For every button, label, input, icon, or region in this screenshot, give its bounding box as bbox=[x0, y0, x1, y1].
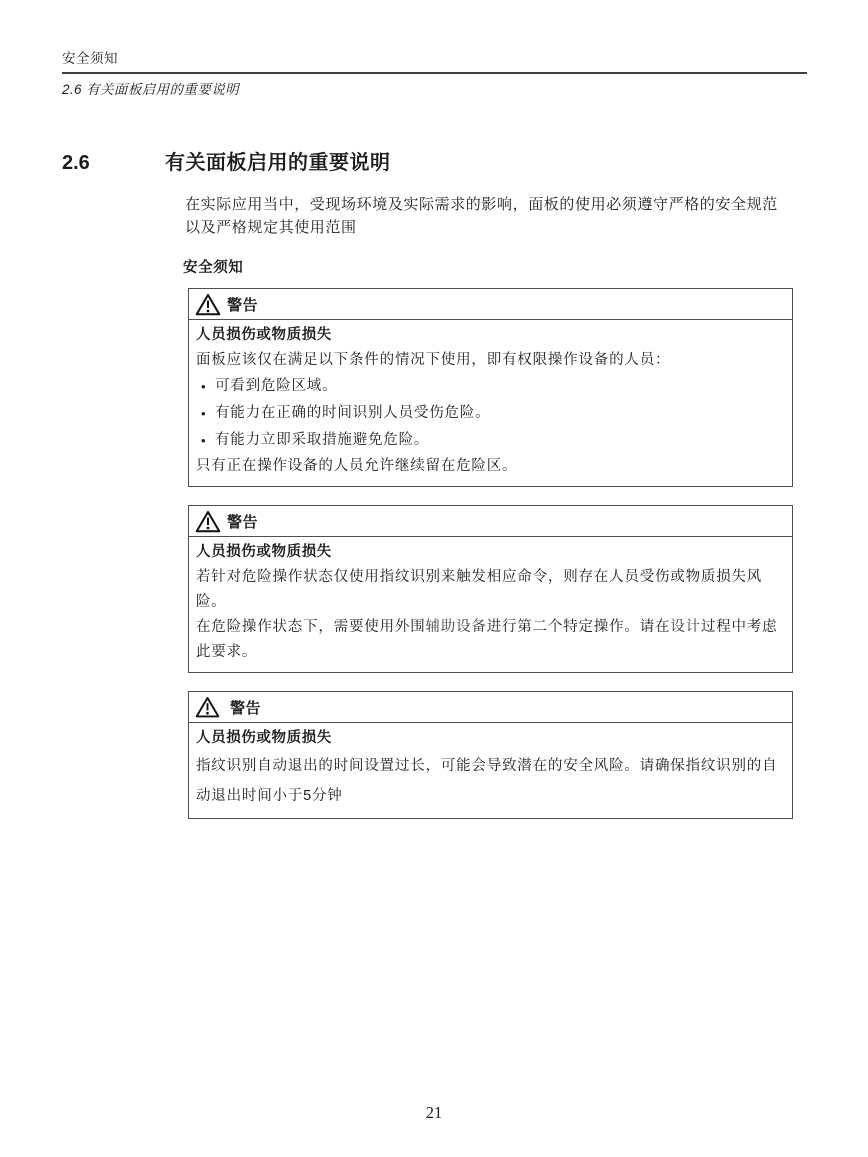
list-item-text: 有能力立即采取措施避免危险。 bbox=[215, 432, 430, 448]
text-segment: 在危险操作状态下，需要使用外围 bbox=[196, 619, 426, 635]
warning-triangle-icon bbox=[195, 293, 221, 317]
list-item-text: 有能力在正确的时间识别人员受伤危险。 bbox=[215, 405, 491, 421]
warning-box-2-body bbox=[189, 537, 792, 672]
breadcrumb: 2.6 有关面板启用的重要说明 bbox=[62, 82, 240, 97]
warning-box-2 bbox=[188, 505, 793, 673]
list-item bbox=[196, 373, 784, 400]
warning-bullet-list bbox=[196, 373, 784, 454]
warning-triangle-icon bbox=[195, 696, 220, 719]
warning-box-list bbox=[188, 288, 793, 819]
warning-triangle-icon bbox=[195, 510, 221, 534]
intro-line-2: 以及严格规定其使用范围 bbox=[185, 219, 357, 236]
warning-box-1-header bbox=[189, 289, 792, 320]
warning-box-1 bbox=[188, 288, 793, 487]
warning-paragraph-1: 指纹识别自动退出的时间设置过长，可能会导致潜在的安全风险。请确保指纹识别的自动退出时间小于5分钟 bbox=[196, 758, 778, 804]
warning-box-3-header bbox=[189, 692, 792, 723]
intro-line-1: 在实际应用当中，受现场环境及实际需求的影响，面板的使用必须遵守严格的安全规范 bbox=[185, 196, 778, 213]
warning-title: 人员损伤或物质损失 bbox=[196, 544, 332, 560]
text-segment: 过程中考虑此要求。 bbox=[196, 619, 778, 660]
running-header bbox=[62, 50, 807, 99]
warning-title: 人员损伤或物质损失 bbox=[196, 730, 332, 746]
warning-title: 人员损伤或物质损失 bbox=[196, 327, 332, 343]
section-title: 有关面板启用的重要说明 bbox=[165, 152, 391, 174]
warning-box-3 bbox=[188, 691, 793, 819]
warning-box-2-header bbox=[189, 506, 792, 537]
warning-footer-text: 只有正在操作设备的人员允许继续留在危险区。 bbox=[196, 458, 518, 474]
warning-paragraph-2 bbox=[196, 615, 784, 665]
warning-label: 警告 bbox=[230, 700, 262, 717]
section-number: 2.6 bbox=[62, 152, 90, 174]
bullet-marker: • bbox=[201, 379, 207, 394]
list-item-text: 可看到危险区域。 bbox=[215, 378, 338, 394]
warning-paragraph-1: 若针对危险操作状态仅使用指纹识别来触发相应命令，则存在人员受伤或物质损失风险。 bbox=[196, 569, 763, 610]
section-heading bbox=[62, 146, 391, 175]
safety-notes-subheading: 安全须知 bbox=[183, 260, 244, 276]
list-item bbox=[196, 400, 784, 427]
running-header-title: 安全须知 bbox=[62, 50, 807, 74]
bullet-marker: • bbox=[201, 433, 207, 448]
text-segment: 进行第二个特定操作。请在 bbox=[486, 619, 671, 635]
text-segment-substituted-font: 辅助设备 bbox=[425, 619, 487, 635]
warning-box-3-body bbox=[189, 723, 792, 818]
warning-label: 警告 bbox=[227, 514, 259, 531]
bullet-marker: • bbox=[201, 406, 207, 421]
intro-paragraph bbox=[185, 193, 803, 239]
warning-label: 警告 bbox=[227, 297, 259, 314]
text-segment-substituted-font: 设计 bbox=[670, 619, 701, 635]
warning-box-1-body bbox=[189, 320, 792, 486]
list-item bbox=[196, 427, 784, 454]
page-number: 21 bbox=[425, 1103, 443, 1122]
warning-lead-text: 面板应该仅在满足以下条件的情况下使用，即有权限操作设备的人员： bbox=[196, 352, 671, 368]
